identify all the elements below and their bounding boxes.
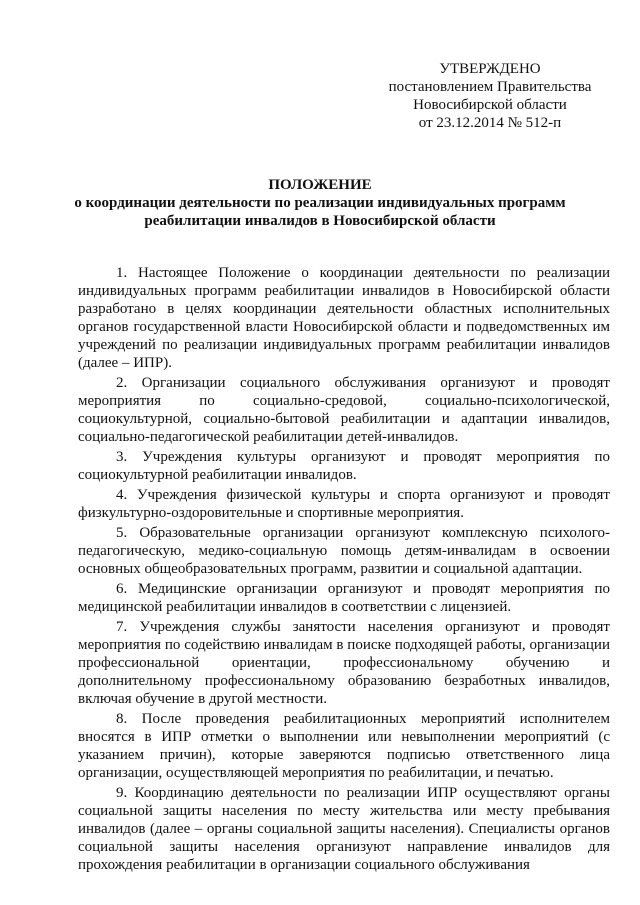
approval-authority: постановлением Правительства <box>388 79 592 95</box>
approval-region: Новосибирской области <box>413 97 567 113</box>
title-subtitle-line-2: реабилитации инвалидов в Новосибирской области <box>144 213 496 229</box>
paragraph-6: 6. Медицинские организации организуют и проводят мероприятия по медицинской реабилитации инвалидов в соответствии с лицензией. <box>78 581 610 615</box>
approval-heading: УТВЕРЖДЕНО <box>439 61 541 77</box>
paragraph-3: 3. Учреждения культуры организуют и проводят мероприятия по социокультурной реабилитации инвалидов. <box>78 449 610 483</box>
title-subtitle-line-1: о координации деятельности по реализации индивидуальных программ <box>74 195 566 211</box>
paragraph-5: 5. Образовательные организации организуют комплексную психолого-педагогическую, медико-социальную помощь детям-инвалидам в освоении основных общеобразовательных программ, развитии и социальной адаптации. <box>78 525 610 577</box>
paragraph-9: 9. Координацию деятельности по реализации ИПР осуществляют органы социальной защиты населения по месту жительства или месту пребывания инвалидов (далее – органы социальной защиты населения). Специалисты органов социальной защиты населения организуют направление инвалидов для прохождения реабилитации в организации социального обслуживания <box>78 785 610 873</box>
paragraph-7: 7. Учреждения службы занятости населения организуют и проводят мероприятия по содействию инвалидам в поиске подходящей работы, организации профессиональной ориентации, профессиональному обучению и дополнительному профессиональному образованию безработных инвалидов, включая обучение в другой местности. <box>78 619 610 707</box>
approval-stamp <box>380 60 600 132</box>
document-body <box>78 264 610 876</box>
document-title <box>70 176 570 230</box>
paragraph-1: 1. Настоящее Положение о координации деятельности по реализации индивидуальных программ реабилитации инвалидов в Новосибирской области разработано в целях координации деятельности областных исполнительных органов государственной власти Новосибирской области и подведомственных им учреждений по реализации индивидуальных программ реабилитации инвалидов (далее – ИПР). <box>78 265 610 371</box>
paragraph-4: 4. Учреждения физической культуры и спорта организуют и проводят физкультурно-оздоровительные и спортивные мероприятия. <box>78 487 610 521</box>
paragraph-8: 8. После проведения реабилитационных мероприятий исполнителем вносятся в ИПР отметки о выполнении или невыполнении мероприятий (с указанием причин), которые заверяются подписью ответственного лица организации, осуществляющей мероприятия по реабилитации, и печатью. <box>78 711 610 781</box>
title-heading: ПОЛОЖЕНИЕ <box>268 177 372 193</box>
paragraph-2: 2. Организации социального обслуживания организуют и проводят мероприятия по социально-средовой, социально-психологической, социокультурной, социально-бытовой реабилитации и адаптации инвалидов, социально-педагогической реабилитации детей-инвалидов. <box>78 375 610 445</box>
approval-date-number: от 23.12.2014 № 512-п <box>418 115 562 131</box>
